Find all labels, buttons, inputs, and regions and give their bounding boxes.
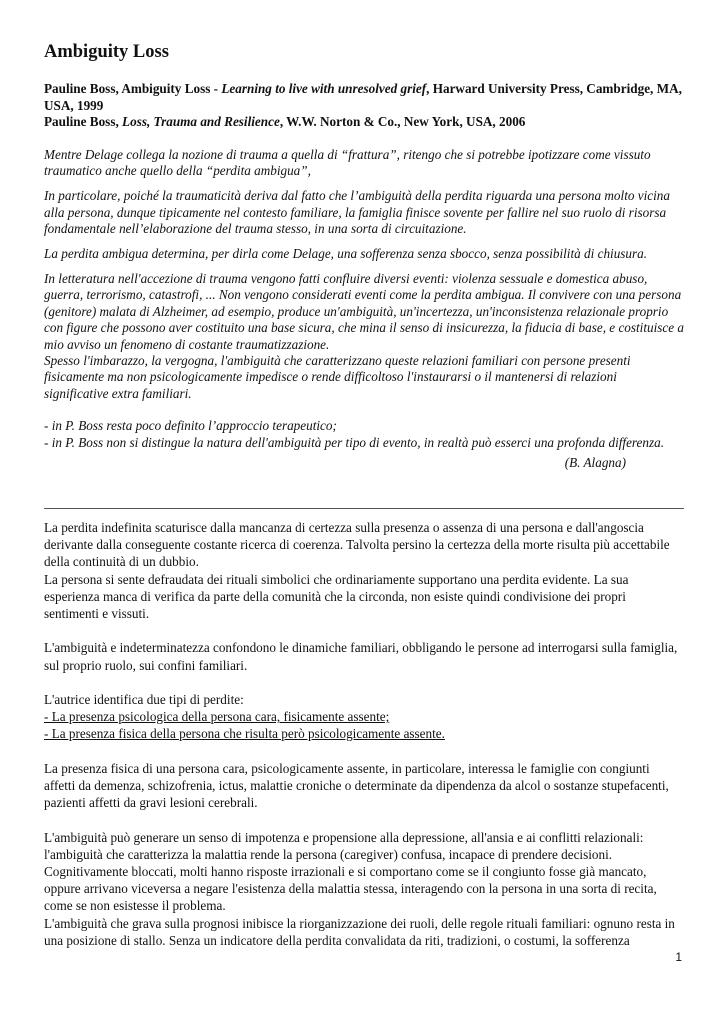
body-paragraph: L'ambiguità e indeterminatezza confondono le dinamiche familiari, obbligando le persone ad interrogarsi sulla famiglia, sul proprio ruolo, sui confini familiari.: [44, 640, 678, 673]
body-paragraph: L'autrice identifica due tipi di perdite:: [44, 692, 244, 707]
intro-paragraph: La perdita ambigua determina, per dirla come Delage, una sofferenza senza sbocco, senza possibilità di chiusura.: [44, 246, 648, 262]
page-title: Ambiguity Loss: [44, 42, 169, 62]
body-paragraph: La perdita indefinita scaturisce dalla mancanza di certezza sulla presenza o assenza di una persona e dall'angoscia derivante dalla conseguente costante ricerca di coerenza. Talvolta persino la certezza della morte risulta più accettabile della continuità di un dubbio.: [44, 520, 670, 570]
reference-1-title: Learning to live with unresolved grief: [221, 81, 427, 96]
body-paragraph: La presenza fisica di una persona cara, psicologicamente assente, in particolare, interessa le famiglie con congiunti affetti da demenza, schizofrenia, ictus, malattie croniche o determinate da dipendenza da alcol o sostanze stupefacenti, pazienti affetti da gravi lesioni cerebrali.: [44, 760, 669, 811]
intro-bullet: - in P. Boss resta poco definito l’approccio terapeutico;: [44, 418, 337, 434]
body-paragraph: L'ambiguità può generare un senso di impotenza e propensione alla depressione, all'ansia e ai conflitti relazionali: l'ambiguità che caratterizza la malattia rende la persona (caregiver) confusa, incapace di prendere decisioni. Cognitivamente bloccati, molti hanno risposte irrazionali e si comportano come se il congiunto fosse già mancato, oppure arrivano viceversa a negare l'esistenza della malattia stessa, interagendo con la persona in una sorta di recita, come se non esistesse il problema.: [44, 829, 657, 914]
intro-paragraph: Mentre Delage collega la nozione di trauma a quella di “frattura”, ritengo che si potrebbe ipotizzare come vissuto traumatico anche quello della “perdita ambigua”,: [44, 147, 651, 179]
reference-2-title: Loss, Trauma and Resilience: [122, 114, 280, 129]
intro-paragraph: In letteratura nell'accezione di trauma vengono fatti confluire diversi eventi: violenza sessuale e domestica abuso, guerra, terrorismo, catastrofi, ... Non vengono considerati eventi come la perdita ambigua. Il convivere con una persona (genitore) malata di Alzheimer, ad esempio, produce un'ambiguità, un'incertezza, un'inconsistenza relazionale proprio con figure che possono aver costituito una base sicura, che mina il senso di insicurezza, la fiducia di base, e costituisce a mio avviso un fenomeno di costante traumatizzazione.: [44, 270, 684, 352]
loss-type-item: - La presenza fisica della persona che risulta però psicologicamente assente.: [44, 726, 445, 742]
intro-paragraph: In particolare, poiché la traumaticità deriva dal fatto che l’ambiguità della perdita riguarda una persona molto vicina alla persona, dunque tipicamente nel contesto familiare, la famiglia finisce sovente per fallire nel suo ruolo di risorsa fondamentale nell’elaborazione del trauma stesso, in una sorta di circuitazione.: [44, 188, 670, 237]
loss-type-item: - La presenza psicologica della persona cara, fisicamente assente;: [44, 709, 390, 725]
page-number: 1: [675, 950, 682, 964]
intro-paragraph: Spesso l'imbarazzo, la vergogna, l'ambiguità che caratterizzano queste relazioni familiari con persone presenti fisicamente ma non psicologicamente impedisce o rende difficoltoso l'instaurarsi o il mantenersi di relazioni significative extra familiari.: [44, 352, 631, 401]
body-paragraph: La persona si sente defraudata dei rituali simbolici che ordinariamente supportano una perdita evidente. La sua esperienza manca di verifica da parte della comunità che la circonda, non esiste quindi condivisione dei propri sentimenti e vissuti.: [44, 571, 629, 622]
body-text: [44, 519, 684, 949]
intro-commentary: [44, 147, 684, 471]
reference-1: Pauline Boss, Ambiguity Loss - Learning to live with unresolved grief, Harward University Press, Cambridge, MA, USA, 1999: [44, 81, 682, 113]
references: [44, 81, 684, 131]
reference-2: Pauline Boss, Loss, Trauma and Resilience, W.W. Norton & Co., New York, USA, 2006: [44, 114, 526, 129]
body-paragraph: L'ambiguità che grava sulla prognosi inibisce la riorganizzazione dei ruoli, delle regole rituali familiari: ognuno resta in una posizione di stallo. Senza un indicatore della perdita convalidata da riti, tradizioni, o costumi, la sofferenza: [44, 915, 675, 948]
signature: (B. Alagna): [564, 455, 626, 470]
horizontal-divider: [44, 508, 684, 509]
intro-bullet: - in P. Boss non si distingue la natura dell'ambiguità per tipo di evento, in realtà può esserci una profonda differenza.: [44, 434, 665, 450]
